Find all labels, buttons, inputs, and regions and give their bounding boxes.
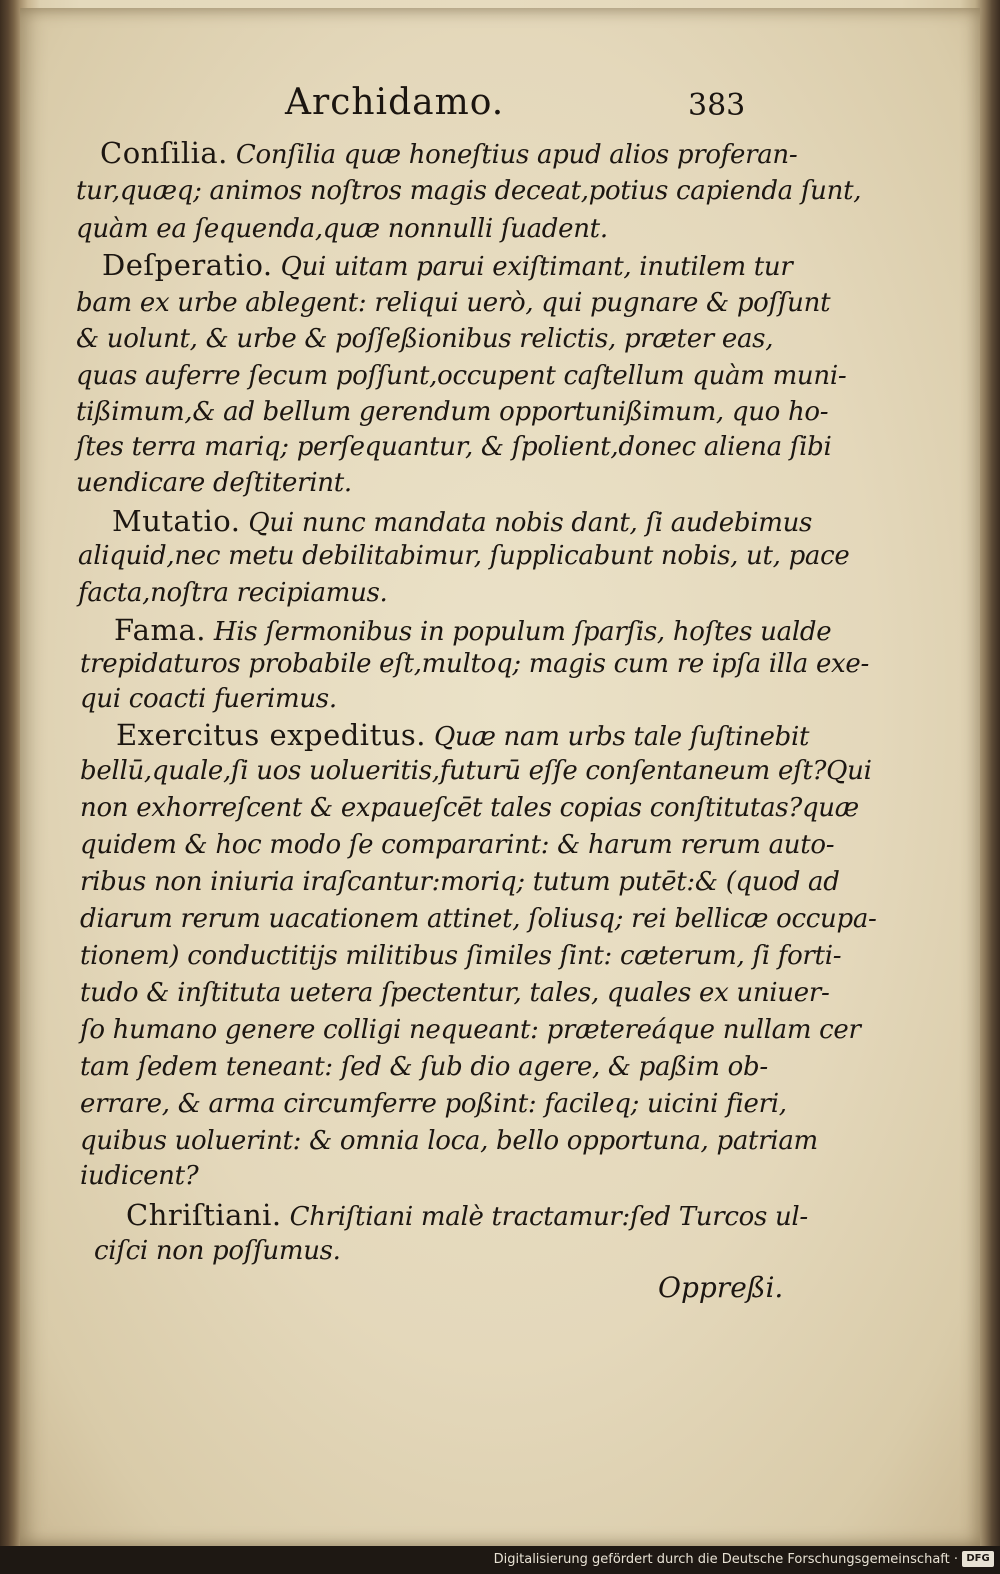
line-text: Qui nunc mandata nobis dant, ſi audebimus	[248, 508, 813, 538]
text-line: bam ex urbe ablegent: reliqui uerò, qui pugnare & poſſunt	[76, 288, 831, 318]
text-line: non exhorreſcent & expaueſcēt tales copias conſtitutas?quæ	[80, 793, 859, 823]
running-title: Archidamo.	[285, 82, 505, 123]
text-line: bellū,quale,ſi uos uolueritis,futurū eſſe conſentaneum eſt?Qui	[80, 756, 872, 786]
paragraph-heading: Fama.	[114, 613, 206, 647]
text-line: iudicent?	[80, 1161, 199, 1191]
page-number: 383	[688, 88, 746, 123]
text-line: quas auferre ſecum poſſunt,occupent caſtellum quàm muni-	[76, 361, 847, 391]
text-line: diarum rerum uacationem attinet, ſoliusq; rei bellicæ occupa-	[80, 904, 877, 934]
text-line: tudo & inſtituta uetera ſpectentur, tales, quales ex uniuer-	[80, 978, 830, 1008]
text-line: tißimum,& ad bellum gerendum opportunißimum, quo ho-	[76, 397, 829, 427]
text-line: ſo humano genere colligi nequeant: prætereáque nullam cer	[80, 1015, 861, 1045]
paragraph-heading: Chriſtiani.	[126, 1198, 282, 1232]
text-line: facta,noſtra recipiamus.	[78, 578, 388, 608]
text-line: quibus uoluerint: & omnia loca, bello opportuna, patriam	[80, 1126, 818, 1156]
text-line: tam ſedem teneant: ſed & ſub dio agere, & paßim ob-	[80, 1052, 768, 1082]
dfg-logo-icon: DFG	[962, 1551, 994, 1567]
text-line: ciſci non poſſumus.	[94, 1236, 341, 1266]
paragraph-heading: Deſperatio.	[102, 248, 273, 282]
line-text: Chriſtiani malè tractamur:ſed Turcos ul-	[289, 1202, 808, 1232]
paragraph-heading: Conſilia.	[100, 136, 228, 170]
text-line: aliquid,nec metu debilitabimur, ſupplicabunt nobis, ut, pace	[78, 541, 850, 571]
text-line	[114, 613, 831, 647]
footer-credit: Digitalisierung gefördert durch die Deutsche Forschungsgemeinschaft ·	[493, 1552, 958, 1567]
line-text: Conſilia quæ honeſtius apud alios proferan-	[235, 140, 798, 170]
text-line: qui coacti fuerimus.	[80, 684, 337, 714]
catchword: Oppreßi.	[658, 1271, 784, 1304]
line-text: Qui uitam parui exiſtimant, inutilem tur	[280, 252, 793, 282]
text-line: tur,quæq; animos noſtros magis deceat,potius capienda ſunt,	[76, 176, 862, 206]
text-line	[116, 718, 809, 752]
text-line	[112, 504, 812, 538]
paragraph-heading: Mutatio.	[112, 504, 241, 538]
text-line: ſtes terra mariq; perſequantur, & ſpolient,donec aliena ſibi	[76, 432, 832, 462]
line-text: His ſermonibus in populum ſparſis, hoſtes ualde	[213, 617, 832, 647]
text-line: tionem) conductitijs militibus ſimiles ſint: cæterum, ſi forti-	[80, 941, 842, 971]
page-header	[20, 82, 980, 132]
book-page	[20, 8, 980, 1546]
text-line: uendicare deſtiterint.	[76, 468, 352, 498]
text-line	[102, 248, 793, 282]
text-line	[100, 136, 797, 170]
text-line: errare, & arma circumferre poßint: facileq; uicini fieri,	[80, 1089, 787, 1119]
text-line: trepidaturos probabile eſt,multoq; magis cum re ipſa illa exe-	[80, 649, 869, 679]
text-line: quidem & hoc modo ſe compararint: & harum rerum auto-	[80, 830, 835, 860]
paragraph-heading: Exercitus expeditus.	[116, 718, 427, 752]
digitization-footer	[0, 1546, 1000, 1574]
line-text: Quæ nam urbs tale ſuſtinebit	[433, 722, 810, 752]
text-line: ribus non iniuria iraſcantur:moriq; tutum putēt:& (quod ad	[80, 867, 840, 897]
text-line: quàm ea ſequenda,quæ nonnulli ſuadent.	[76, 214, 608, 244]
text-line	[126, 1198, 808, 1232]
text-line: & uolunt, & urbe & poſſeßionibus relictis, præter eas,	[76, 324, 774, 354]
